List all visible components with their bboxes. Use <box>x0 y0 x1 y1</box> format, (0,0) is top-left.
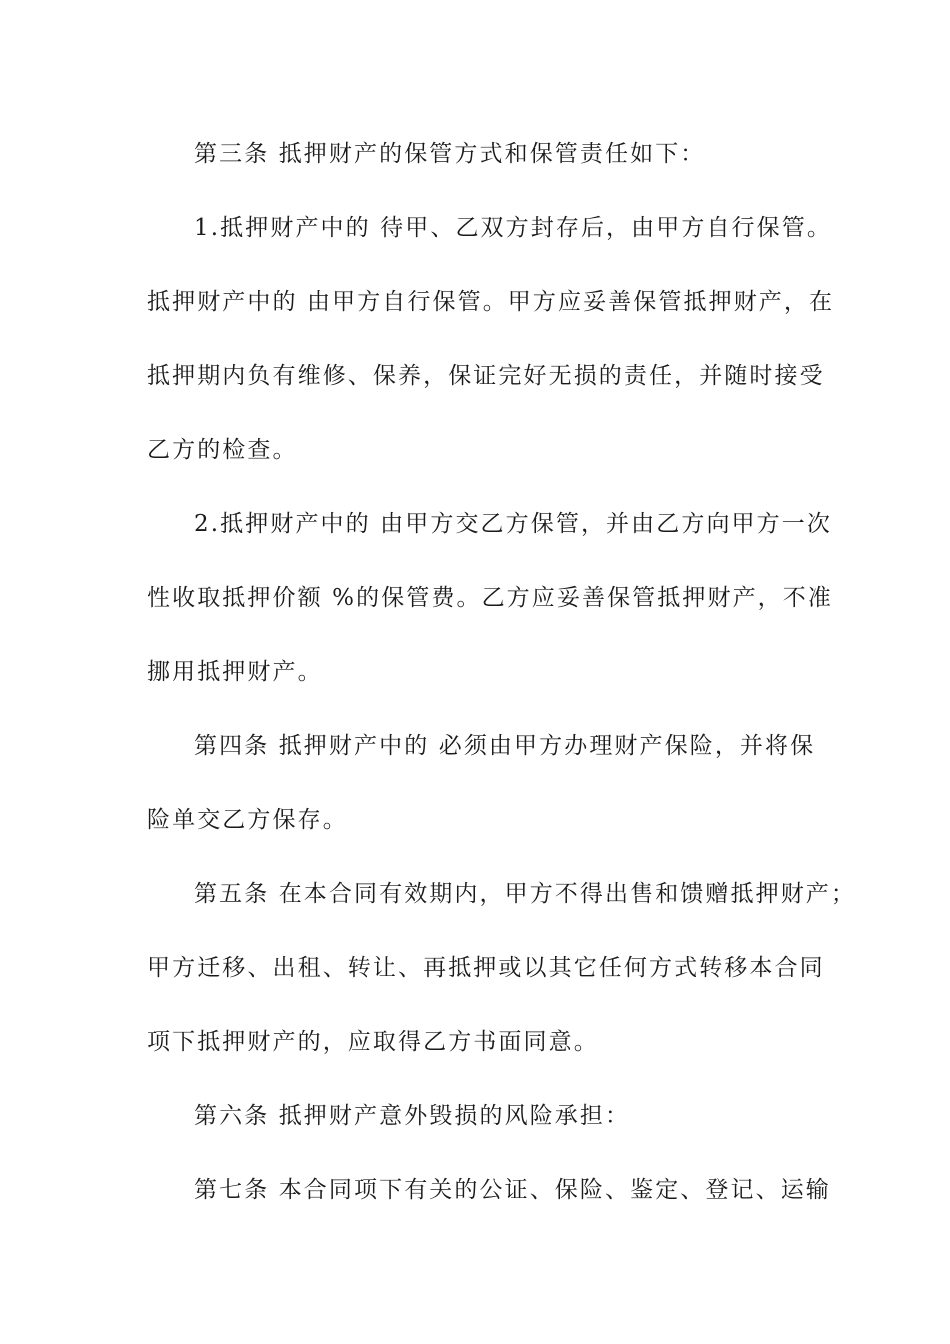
article-4-line-1: 第四条 抵押财产中的 必须由甲方办理财产保险，并将保 <box>194 733 816 759</box>
article-5-line-3: 项下抵押财产的，应取得乙方书面同意。 <box>147 1029 599 1055</box>
article-5-line-1: 第五条 在本合同有效期内，甲方不得出售和馈赠抵押财产； <box>194 881 857 907</box>
article-3-heading: 第三条 抵押财产的保管方式和保管责任如下： <box>194 141 706 167</box>
article-6-line-1: 第六条 抵押财产意外毁损的风险承担： <box>194 1103 631 1129</box>
clause-2-line-3: 挪用抵押财产。 <box>147 659 323 685</box>
clause-1-line-1: 1.抵押财产中的 待甲、乙双方封存后，由甲方自行保管。 <box>194 215 832 241</box>
article-7-line-1: 第七条 本合同项下有关的公证、保险、鉴定、登记、运输 <box>194 1177 831 1203</box>
clause-2-line-1: 2.抵押财产中的 由甲方交乙方保管，并由乙方向甲方一次 <box>194 511 832 537</box>
article-4-line-2: 险单交乙方保存。 <box>147 807 348 833</box>
clause-1-line-3: 抵押期内负有维修、保养，保证完好无损的责任，并随时接受 <box>147 363 825 389</box>
article-5-line-2: 甲方迁移、出租、转让、再抵押或以其它任何方式转移本合同 <box>147 955 825 981</box>
clause-2-line-2: 性收取抵押价额 %的保管费。乙方应妥善保管抵押财产，不准 <box>147 585 833 611</box>
clause-1-line-4: 乙方的检查。 <box>147 437 298 463</box>
clause-1-line-2: 抵押财产中的 由甲方自行保管。甲方应妥善保管抵押财产，在 <box>147 289 835 315</box>
